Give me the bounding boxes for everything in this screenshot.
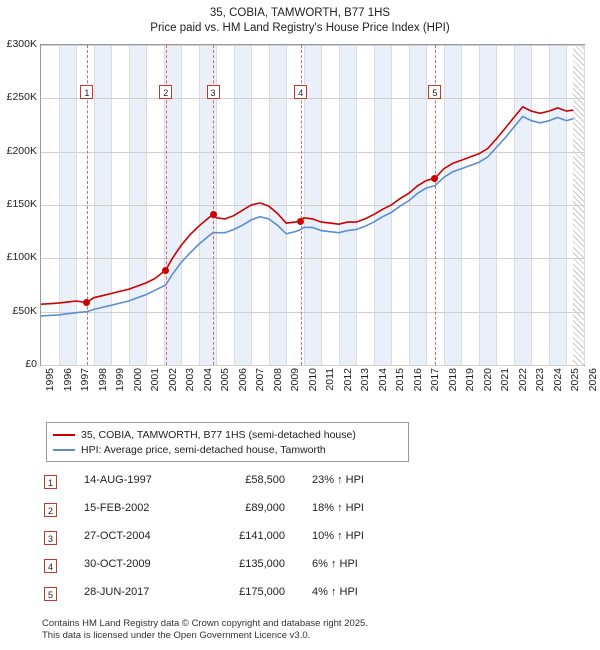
row-date: 30-OCT-2009: [84, 558, 151, 570]
legend-label-hpi: HPI: Average price, semi-detached house, Tamworth: [81, 443, 326, 456]
x-tick-label: 1995: [44, 368, 56, 392]
x-tick-label: 2013: [359, 368, 372, 392]
transactions-table: [40, 470, 560, 610]
legend: [46, 422, 409, 462]
row-date: 27-OCT-2004: [84, 530, 151, 542]
row-price: £58,500: [245, 474, 285, 486]
row-price: £141,000: [239, 530, 285, 542]
legend-swatch-hpi: [53, 449, 75, 451]
event-marker-dot: [210, 211, 217, 218]
plot-area: [40, 44, 585, 366]
x-tick-label: 2011: [324, 368, 337, 391]
page-title: [0, 6, 600, 36]
x-tick-label: 2001: [149, 368, 162, 392]
footer-licence: This data is licensed under the Open Government Licence v3.0.: [42, 630, 311, 641]
y-tick-label: £0: [25, 358, 37, 370]
y-tick-label: £100K: [6, 251, 37, 264]
x-tick-label: 2015: [394, 368, 407, 392]
x-tick-label: 2021: [499, 368, 512, 392]
table-row: [40, 554, 560, 582]
legend-item-hpi: [53, 442, 402, 457]
row-hpi-delta: 6% ↑ HPI: [312, 558, 358, 570]
row-index-badge: 3: [44, 531, 57, 545]
x-tick-label: 2012: [341, 368, 354, 392]
row-price: £135,000: [239, 558, 285, 570]
x-tick-label: 1996: [61, 368, 74, 392]
row-index-badge: 2: [44, 503, 57, 517]
chart-subtitle: Price paid vs. HM Land Registry's House Price Index (HPI): [150, 22, 450, 34]
x-tick-label: 1997: [79, 368, 92, 392]
table-row: [40, 470, 560, 498]
y-axis: [0, 38, 37, 370]
table-row: [40, 498, 560, 526]
y-tick-label: £200K: [6, 144, 37, 157]
x-tick-label: 1999: [114, 368, 127, 392]
row-hpi-delta: 4% ↑ HPI: [312, 586, 358, 598]
row-hpi-delta: 23% ↑ HPI: [312, 474, 364, 486]
x-tick-label: 2026: [587, 368, 599, 392]
table-row: [40, 526, 560, 554]
event-marker-label: 5: [428, 85, 441, 99]
y-tick-label: £250K: [6, 91, 37, 104]
gridline-horizontal: [41, 365, 584, 366]
y-tick-label: £50K: [12, 304, 37, 317]
row-index-badge: 5: [44, 587, 57, 601]
row-price: £175,000: [239, 586, 285, 598]
event-marker-label: 1: [80, 85, 93, 99]
x-tick-label: 2014: [376, 368, 389, 392]
x-tick-label: 2025: [569, 368, 582, 392]
legend-label-price-paid: 35, COBIA, TAMWORTH, B77 1HS (semi-detached house): [81, 428, 356, 441]
row-hpi-delta: 18% ↑ HPI: [312, 502, 364, 514]
legend-swatch-price-paid: [53, 434, 75, 436]
x-axis: [40, 368, 599, 414]
x-tick-label: 2008: [271, 368, 284, 392]
row-date: 28-JUN-2017: [84, 586, 150, 598]
x-tick-label: 2006: [236, 368, 249, 392]
y-tick-label: £150K: [6, 198, 37, 210]
x-tick-label: 2010: [306, 368, 319, 392]
x-tick-label: 2024: [551, 368, 564, 392]
gridline-vertical: [584, 45, 585, 365]
x-tick-label: 2003: [184, 368, 197, 392]
row-date: 14-AUG-1997: [84, 474, 152, 486]
x-tick-label: 2016: [411, 368, 424, 392]
x-tick-label: 2023: [534, 368, 547, 392]
footer-copyright: Contains HM Land Registry data © Crown copyright and database right 2025.: [42, 618, 368, 629]
row-price: £89,000: [245, 502, 285, 514]
series-line: [41, 107, 574, 304]
x-tick-label: 2007: [254, 368, 267, 392]
series-line: [41, 117, 574, 316]
row-date: 15-FEB-2002: [84, 502, 150, 514]
row-hpi-delta: 10% ↑ HPI: [312, 530, 364, 542]
x-tick-label: 2020: [481, 368, 494, 392]
event-marker-dot: [297, 218, 304, 225]
x-tick-label: 2004: [201, 368, 214, 392]
chart-title: 35, COBIA, TAMWORTH, B77 1HS: [209, 7, 391, 19]
legend-item-price-paid: [53, 427, 402, 442]
row-index-badge: 1: [44, 475, 57, 489]
row-index-badge: 4: [44, 559, 57, 573]
event-marker-label: 3: [207, 85, 220, 99]
table-row: [40, 582, 560, 610]
series-canvas: [41, 45, 584, 365]
x-tick-label: 2005: [219, 368, 232, 392]
x-tick-label: 1998: [96, 368, 109, 392]
x-tick-label: 2002: [166, 368, 179, 392]
x-tick-label: 2000: [131, 368, 144, 392]
x-tick-label: 2018: [446, 368, 459, 392]
x-tick-label: 2022: [516, 368, 529, 392]
y-tick-label: £300K: [6, 38, 37, 50]
x-tick-label: 2009: [289, 368, 302, 392]
x-tick-label: 2019: [464, 368, 477, 392]
event-marker-label: 2: [159, 85, 172, 99]
event-marker-dot: [162, 267, 169, 274]
footer: [42, 618, 582, 642]
event-marker-label: 4: [294, 85, 307, 99]
x-tick-label: 2017: [429, 368, 442, 392]
